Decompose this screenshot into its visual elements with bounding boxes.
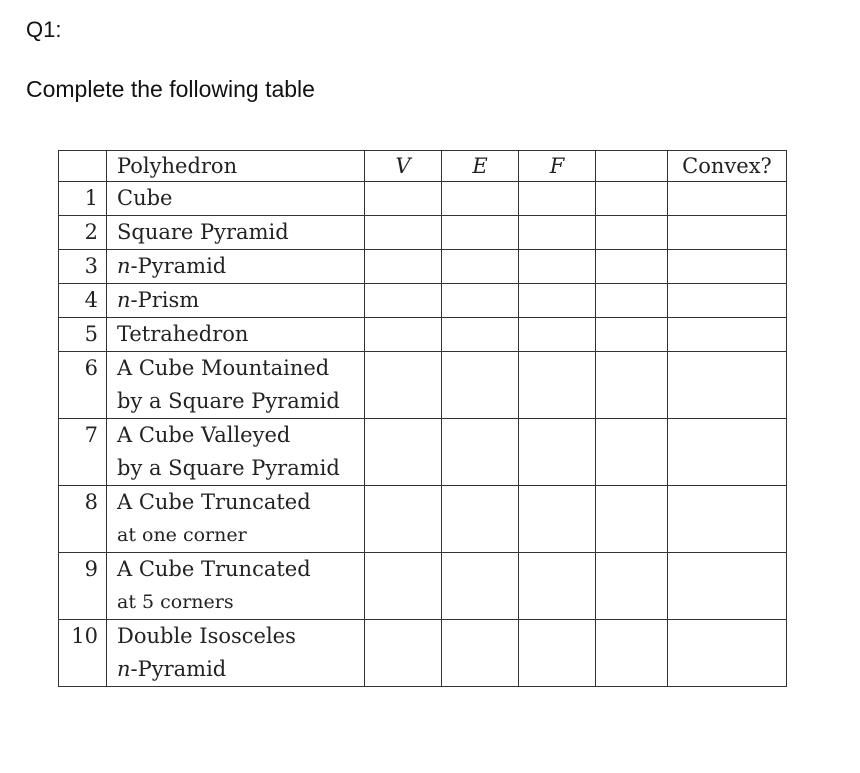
table-row	[59, 216, 787, 250]
e-cell[interactable]	[442, 318, 519, 352]
blank-cell[interactable]	[596, 250, 668, 284]
convex-cell[interactable]	[668, 250, 787, 284]
row-number: 10	[59, 620, 107, 687]
header-polyhedron: Polyhedron	[107, 151, 365, 182]
question-label: Q1:	[26, 17, 62, 42]
row-number: 1	[59, 182, 107, 216]
polyhedron-name: Tetrahedron	[107, 318, 365, 352]
row-number: 3	[59, 250, 107, 284]
convex-cell[interactable]	[668, 216, 787, 250]
v-cell[interactable]	[365, 620, 442, 687]
polyhedron-name: n-Pyramid	[107, 250, 365, 284]
polyhedron-name: A Cube Mountained by a Square Pyramid	[107, 352, 365, 419]
blank-cell[interactable]	[596, 182, 668, 216]
convex-cell[interactable]	[668, 553, 787, 620]
v-cell[interactable]	[365, 250, 442, 284]
f-cell[interactable]	[519, 553, 596, 620]
f-cell[interactable]	[519, 486, 596, 553]
v-cell[interactable]	[365, 284, 442, 318]
f-cell[interactable]	[519, 318, 596, 352]
header-faces: F	[519, 151, 596, 182]
table-row	[59, 250, 787, 284]
table-row	[59, 182, 787, 216]
convex-cell[interactable]	[668, 284, 787, 318]
e-cell[interactable]	[442, 419, 519, 486]
header-vertices: V	[365, 151, 442, 182]
row-number: 4	[59, 284, 107, 318]
header-blank	[596, 151, 668, 182]
convex-cell[interactable]	[668, 318, 787, 352]
v-cell[interactable]	[365, 352, 442, 419]
f-cell[interactable]	[519, 182, 596, 216]
f-cell[interactable]	[519, 352, 596, 419]
row-number: 7	[59, 419, 107, 486]
e-cell[interactable]	[442, 486, 519, 553]
polyhedron-name: Square Pyramid	[107, 216, 365, 250]
polyhedron-name: A Cube Valleyed by a Square Pyramid	[107, 419, 365, 486]
blank-cell[interactable]	[596, 553, 668, 620]
table-row	[59, 318, 787, 352]
polyhedron-name: A Cube Truncated at 5 corners	[107, 553, 365, 620]
v-cell[interactable]	[365, 182, 442, 216]
row-number: 8	[59, 486, 107, 553]
convex-cell[interactable]	[668, 620, 787, 687]
v-cell[interactable]	[365, 553, 442, 620]
e-cell[interactable]	[442, 182, 519, 216]
header-convex: Convex?	[668, 151, 787, 182]
blank-cell[interactable]	[596, 216, 668, 250]
table-row	[59, 419, 787, 486]
e-cell[interactable]	[442, 250, 519, 284]
f-cell[interactable]	[519, 419, 596, 486]
blank-cell[interactable]	[596, 352, 668, 419]
header-number	[59, 151, 107, 182]
polyhedron-name: n-Prism	[107, 284, 365, 318]
table-row	[59, 284, 787, 318]
table-row	[59, 486, 787, 553]
instruction-text: Complete the following table	[26, 76, 315, 102]
f-cell[interactable]	[519, 620, 596, 687]
polyhedron-name: Cube	[107, 182, 365, 216]
e-cell[interactable]	[442, 216, 519, 250]
blank-cell[interactable]	[596, 284, 668, 318]
blank-cell[interactable]	[596, 486, 668, 553]
e-cell[interactable]	[442, 620, 519, 687]
row-number: 6	[59, 352, 107, 419]
v-cell[interactable]	[365, 486, 442, 553]
convex-cell[interactable]	[668, 352, 787, 419]
table-header-row	[59, 151, 787, 182]
table-row	[59, 620, 787, 687]
blank-cell[interactable]	[596, 419, 668, 486]
convex-cell[interactable]	[668, 419, 787, 486]
v-cell[interactable]	[365, 216, 442, 250]
row-number: 2	[59, 216, 107, 250]
v-cell[interactable]	[365, 419, 442, 486]
polyhedron-name: A Cube Truncated at one corner	[107, 486, 365, 553]
blank-cell[interactable]	[596, 620, 668, 687]
e-cell[interactable]	[442, 284, 519, 318]
row-number: 5	[59, 318, 107, 352]
row-number: 9	[59, 553, 107, 620]
convex-cell[interactable]	[668, 486, 787, 553]
f-cell[interactable]	[519, 250, 596, 284]
polyhedron-name: Double Isosceles n-Pyramid	[107, 620, 365, 687]
table-row	[59, 553, 787, 620]
polyhedron-table	[58, 150, 787, 687]
convex-cell[interactable]	[668, 182, 787, 216]
blank-cell[interactable]	[596, 318, 668, 352]
f-cell[interactable]	[519, 216, 596, 250]
v-cell[interactable]	[365, 318, 442, 352]
e-cell[interactable]	[442, 553, 519, 620]
table-row	[59, 352, 787, 419]
f-cell[interactable]	[519, 284, 596, 318]
e-cell[interactable]	[442, 352, 519, 419]
header-edges: E	[442, 151, 519, 182]
